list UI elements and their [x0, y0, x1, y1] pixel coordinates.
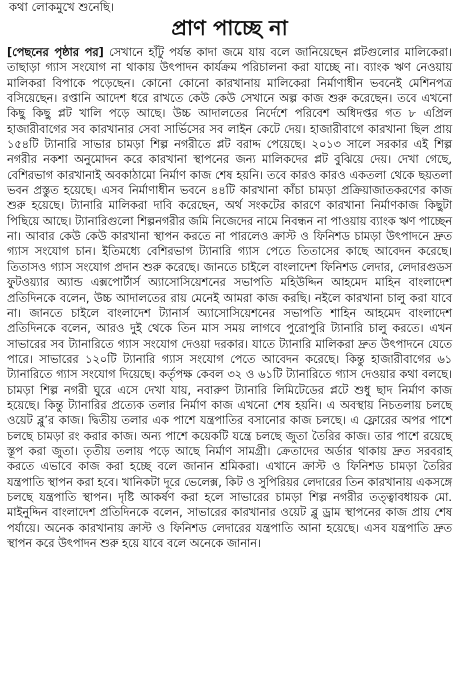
continuation-label: [পেছনের পৃষ্ঠার পর] [7, 46, 104, 59]
headline: প্রাণ পাচ্ছে না [171, 16, 288, 40]
previous-column-ending: কথা লোকমুখে শুনেছি। [9, 0, 115, 14]
article-body [7, 45, 452, 551]
article-text: সেখানে হাঁটু পর্যন্ত কাদা জমে যায় বলে জানিয়েছেন প্লটগুলোর মালিকেরা। তাছাড়া গ্যাস সংযোগ না থাকায় উৎপাদন কার্যক্রম পরিচালনা করা যাচ্ছে না। ব্যাংক ঋণ নেওয়ায় মালিকরা বিপাকে পড়েছেন। কোনো কোনো কারখানায় মালিকেরা নির্মাণাধীন ভবনেই মেশিনপত্র বসিয়েছেন। রপ্তানি আদেশ ধরে রাখতে কেউ কেউ সেখানে অল্প কাজ শুরু করেছেন। তবে এখনো কিছু কিছু প্লট খালি পড়ে আছে। উচ্চ আদালতের নির্দেশে পরিবেশ অধিদপ্তর গত ৮ এপ্রিল হাজারীবাগের সব কারখানার সেবা সার্ভিসের সব লাইন কেটে দেয়। হাজারীবাগে কারখানা ছিল প্রায় ১৫৪টি ট্যানারি সাভার চামড়া শিল্প নগরীতে প্লট বরাদ্দ পেয়েছে। ২০১৩ সালে সরকার এই শিল্প নগরীর নকশা অনুমোদন করে কারখানা স্থাপনের জন্য মালিকদের প্লট বুঝিয়ে দেয়। দেখা গেছে, বেশিরভাগ কারখানাই অবকাঠামো নির্মাণ কাজ শেষ হয়নি। তবে কারও কারও একতলা থেকে ছয়তলা ভবন প্রস্তুত হয়েছে। এসব নির্মাণাধীন ভবনে ৪৪টি কারখানা কাঁচা চামড়া প্রক্রিয়াজাতকরণের কাজ শুরু হয়েছে। ট্যানারি মালিকরা দাবি করেছেন, অর্থ সংকটের কারণে কারখানা নির্মাণকাজ কিছুটা পিছিয়ে আছে। ট্যানারিগুলো শিল্পনগরীর জমি নিজেদের নামে নিবন্ধন না পাওয়ায় ব্যাংক ঋণ পাচ্ছেন না। আবার কেউ কেউ কারখানা স্থাপন করতে না পারলেও ক্রাস্ট ও ফিনিশড চামড়া উৎপাদনে দ্রুত গ্যাস সংযোগ চান। ইতিমধ্যে বেশিরভাগ ট্যানারি গ্যাস পেতে তিতাসের কাছে আবেদন করেছে। তিতাসও গ্যাস সংযোগ প্রদান শুরু করেছে। জানতে চাইলে বাংলাদেশ ফিনিশড লেদার, লেদারগুডস ফুটওয়্যার অ্যান্ড এক্সপোর্টার্স অ্যাসোসিয়েশনের সভাপতি মহিউদ্দিন আহমেদ মাহিন বাংলাদেশ প্রতিদিনকে বলেন, উচ্চ আদালতের রায় মেনেই আমরা কাজ করছি। নইলে কারখানা চালু করা যাবে না। জানতে চাইলে বাংলাদেশ ট্যানার্স অ্যাসোসিয়েশনের সভাপতি শাহিন আহমেদ বাংলাদেশ প্রতিদিনকে বলেন, আরও দুই থেকে তিন মাস সময় লাগবে পুরোপুরি ট্যানারি চালু করতে। এখন সাভারের সব ট্যানারিতে গ্যাস সংযোগ দেওয়া দরকার। যাতে ট্যানারি মালিকরা দ্রুত উৎপাদনে যেতে পারে। সাভারের ১২০টি ট্যানারি গ্যাস সংযোগ পেতে আবেদন করেছে। কিন্তু হাজারীবাগের ৬১ ট্যানারিতে গ্যাস সংযোগ দিয়েছে। কর্তৃপক্ষ কেবল ৩২ ও ৬১টি ট্যানারিতে গ্যাস দেওয়ার কথা বলছে। চামড়া শিল্প নগরী ঘুরে এসে দেখা যায়, নবারুণ ট্যানারি লিমিটেডের প্লটে শুধু ছাদ নির্মাণ কাজ হয়েছে। কিন্তু ট্যানারির প্রত্যেক তলার নির্মাণ কাজ এখনো শেষ হয়নি। এ অবস্থায় নিচতলায় চলছে ওয়েট ব্লু’র কাজ। দ্বিতীয় তলার এক পাশে যন্ত্রপাতির বসানোর কাজ চলছে। এ ফ্লোরের অপর পাশে চলছে চামড়া রং করার কাজ। অন্য পাশে কয়েকটি যন্ত্রে চলছে জুতা তৈরির কাজ। তার পাশে রয়েছে স্তূপ করা জুতা। তৃতীয় তলায় পড়ে আছে নির্মাণ সামগ্রী। ক্রেতাদের অর্ডার থাকায় দ্রুত সরবরাহ করতে এভাবে কাজ করা হচ্ছে বলে জানান শ্রমিকরা। এখানে ক্রাস্ট ও ফিনিশড চামড়া তৈরির যন্ত্রপাতি স্থাপন করা হবে। খানিকটা দূরে ভেলেক্স, কিট ও সুপিরিয়র লেদারের তিন কারখানায় একসঙ্গে চলছে যন্ত্রপাতি স্থাপন। দৃষ্টি আকর্ষণ করা হলে সাভারের চামড়া শিল্প নগরীর তত্ত্বাবধায়ক মো. মাইনুদ্দিন বাংলাদেশ প্রতিদিনকে বলেন, সাভারের কারখানার ওয়েট ব্লু ড্রাম স্থাপনের কাজ প্রায় শেষ পর্যায়ে। অনেক কারখানায় ক্রাস্ট ও ফিনিশড লেদারের যন্ত্রপাতি আনা হয়েছে। এসব যন্ত্রপাতি দ্রুত স্থাপন করে উৎপাদন শুরু হয়ে যাবে বলে অনেকে জানান। [7, 46, 452, 550]
